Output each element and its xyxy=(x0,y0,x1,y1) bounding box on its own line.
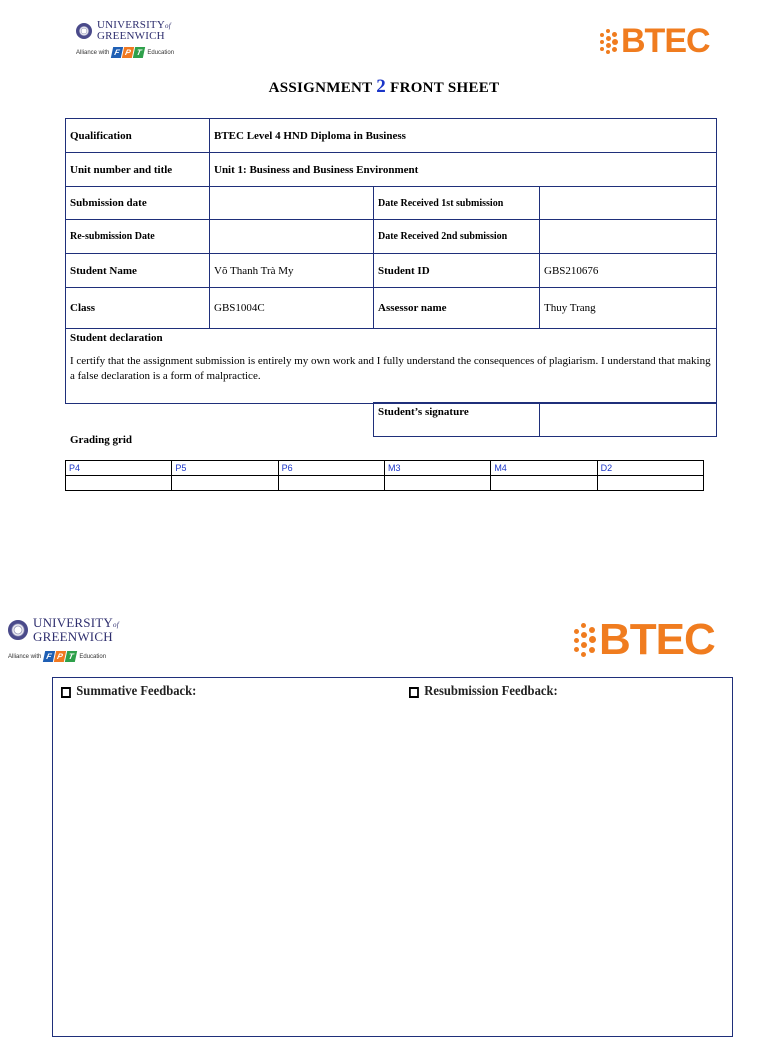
university-name-line2: GREENWICH xyxy=(33,629,113,644)
grade-cell-d2[interactable] xyxy=(597,476,703,491)
declaration-title: Student declaration xyxy=(70,332,163,344)
university-of: of xyxy=(113,621,119,629)
received-second-label: Date Received 2nd submission xyxy=(374,220,540,254)
row-class xyxy=(66,288,717,329)
row-declaration xyxy=(66,329,717,404)
resubmission-feedback-label: Resubmission Feedback: xyxy=(424,684,558,699)
student-name-value[interactable]: Võ Thanh Trà My xyxy=(210,254,374,288)
grade-header-p6: P6 xyxy=(278,461,384,476)
alliance-text: Alliance with xyxy=(76,49,110,56)
university-name-line1: UNIVERSITY xyxy=(97,19,165,31)
resubmission-date-field[interactable] xyxy=(210,220,374,254)
signature-label: Student’s signature xyxy=(374,403,540,437)
received-second-field[interactable] xyxy=(540,220,717,254)
university-name-line1: UNIVERSITY xyxy=(33,615,113,630)
signature-field[interactable] xyxy=(540,403,717,437)
resubmission-feedback-heading xyxy=(409,684,558,700)
feedback-box xyxy=(52,677,733,1037)
grading-grid-table xyxy=(65,460,704,491)
student-id-value[interactable]: GBS210676 xyxy=(540,254,717,288)
assessor-label: Assessor name xyxy=(374,288,540,329)
page-title: ASSIGNMENT 2 FRONT SHEET xyxy=(268,76,500,97)
declaration-text: I certify that the assignment submission is entirely my own work and I fully understand the consequences of plagiarism. I understand that making a false declaration is a form of malpractice. xyxy=(70,355,711,382)
submission-date-label: Submission date xyxy=(66,187,210,220)
row-submission xyxy=(66,187,717,220)
fpt-logo: F P T xyxy=(112,47,144,58)
qualification-value: BTEC Level 4 HND Diploma in Business xyxy=(210,119,717,153)
unit-label: Unit number and title xyxy=(66,153,210,187)
grade-header-d2: D2 xyxy=(597,461,703,476)
row-unit xyxy=(66,153,717,187)
class-label: Class xyxy=(66,288,210,329)
grade-cell-m3[interactable] xyxy=(384,476,490,491)
grade-cell-m4[interactable] xyxy=(491,476,597,491)
btec-wordmark: BTEC xyxy=(599,615,715,664)
received-first-field[interactable] xyxy=(540,187,717,220)
row-qualification xyxy=(66,119,717,153)
submission-date-field[interactable] xyxy=(210,187,374,220)
grade-header-p5: P5 xyxy=(172,461,278,476)
summative-checkbox-icon[interactable] xyxy=(61,687,71,698)
btec-logo-page2 xyxy=(574,615,715,665)
qualification-label: Qualification xyxy=(66,119,210,153)
btec-dots-icon xyxy=(600,27,618,57)
university-seal-icon xyxy=(76,23,92,39)
university-seal-icon xyxy=(8,620,28,640)
summative-feedback-label: Summative Feedback: xyxy=(76,684,197,699)
university-logo-page2 xyxy=(8,617,119,662)
received-first-label: Date Received 1st submission xyxy=(374,187,540,220)
btec-dots-icon xyxy=(574,620,596,660)
row-resubmission xyxy=(66,220,717,254)
btec-wordmark: BTEC xyxy=(621,22,710,60)
education-text: Education xyxy=(147,49,175,56)
grading-grid-label: Grading grid xyxy=(70,434,133,446)
row-student xyxy=(66,254,717,288)
grade-cell-p4[interactable] xyxy=(66,476,172,491)
fpt-logo: F P T xyxy=(44,651,76,662)
summative-feedback-heading xyxy=(61,684,196,700)
assessor-value[interactable]: Thuy Trang xyxy=(540,288,717,329)
student-id-label: Student ID xyxy=(374,254,540,288)
front-sheet-table xyxy=(65,118,717,404)
grade-header-m3: M3 xyxy=(384,461,490,476)
unit-value: Unit 1: Business and Business Environment xyxy=(210,153,717,187)
university-logo xyxy=(76,20,174,58)
grading-value-row xyxy=(66,476,704,491)
class-value[interactable]: GBS1004C xyxy=(210,288,374,329)
resubmission-date-label: Re-submission Date xyxy=(66,220,210,254)
alliance-text: Alliance with xyxy=(8,653,42,660)
university-of: of xyxy=(165,22,171,30)
education-text: Education xyxy=(79,653,107,660)
grade-header-p4: P4 xyxy=(66,461,172,476)
grade-cell-p6[interactable] xyxy=(278,476,384,491)
grade-cell-p5[interactable] xyxy=(172,476,278,491)
resubmission-checkbox-icon[interactable] xyxy=(409,687,419,698)
btec-logo xyxy=(600,22,710,61)
grading-header-row xyxy=(66,461,704,476)
grade-header-m4: M4 xyxy=(491,461,597,476)
student-name-label: Student Name xyxy=(66,254,210,288)
assignment-number: 2 xyxy=(376,76,387,97)
university-name-line2: GREENWICH xyxy=(97,30,165,42)
signature-table xyxy=(373,402,717,437)
